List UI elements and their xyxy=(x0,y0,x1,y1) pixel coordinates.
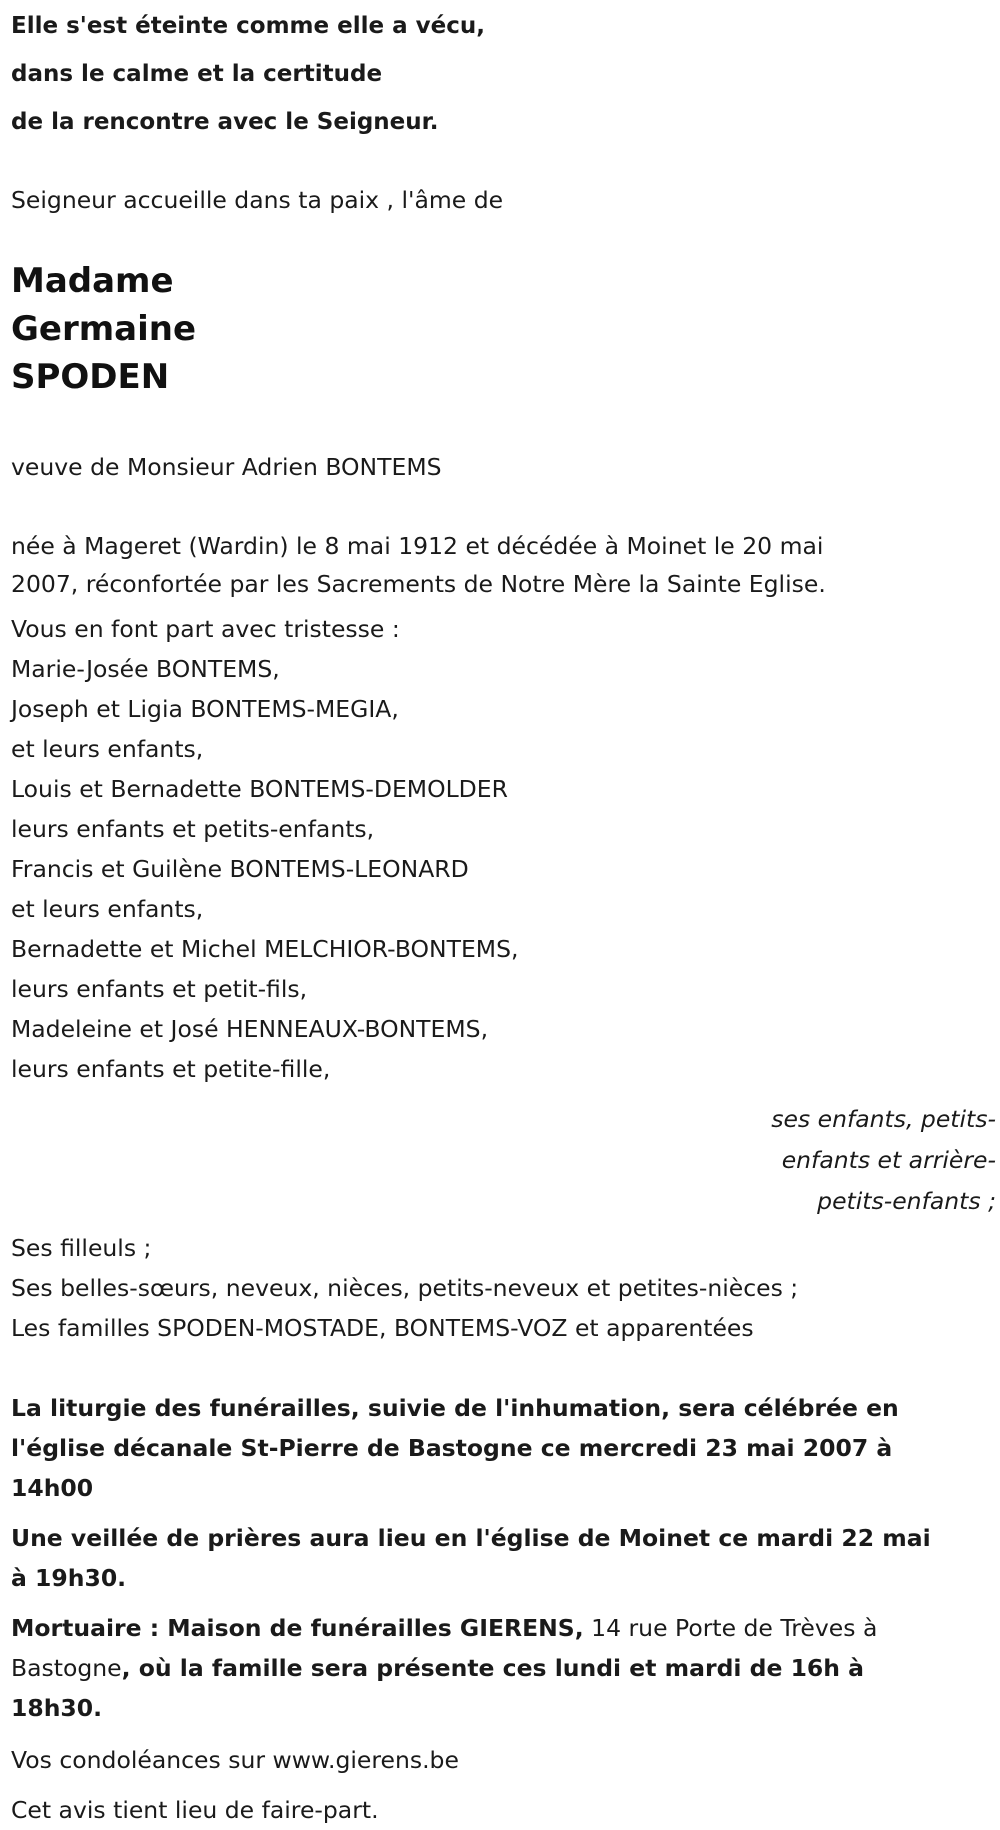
signature-line: ses enfants, petits- xyxy=(771,1105,996,1133)
family-line: Joseph et Ligia BONTEMS-MEGIA, xyxy=(11,695,399,723)
obituary-notice xyxy=(11,0,996,1830)
closing-line: Cet avis tient lieu de faire-part. xyxy=(11,1796,379,1824)
prayer-vigil xyxy=(11,1518,996,1598)
birth-death-info xyxy=(11,527,996,603)
intro-line: Seigneur accueille dans ta paix , l'âme de xyxy=(11,186,504,214)
mortuary-label: Mortuaire : Maison de funérailles GIERENS, xyxy=(11,1614,584,1642)
liturgy-line: l'église décanale St-Pierre de Bastogne ce mercredi 23 mai 2007 à xyxy=(11,1434,893,1462)
mortuary-line xyxy=(11,1608,996,1648)
family-line: et leurs enfants, xyxy=(11,895,204,923)
family-line: leurs enfants et petits-enfants, xyxy=(11,815,375,843)
relatives-line: Ses filleuls ; xyxy=(11,1234,152,1262)
family-line: Francis et Guilène BONTEMS-LEONARD xyxy=(11,855,469,883)
funeral-liturgy xyxy=(11,1388,996,1508)
epigraph-line: dans le calme et la certitude xyxy=(11,61,383,87)
intro-text xyxy=(11,180,996,220)
widow-of xyxy=(11,447,996,487)
family-announcement xyxy=(11,609,996,1089)
family-line: leurs enfants et petite-fille, xyxy=(11,1055,331,1083)
relatives-line: Ses belles-sœurs, neveux, nièces, petits-neveux et petites-nièces ; xyxy=(11,1274,799,1302)
birth-line: 2007, réconfortée par les Sacrements de Notre Mère la Sainte Eglise. xyxy=(11,570,826,598)
family-line: et leurs enfants, xyxy=(11,735,204,763)
family-line: Marie-Josée BONTEMS, xyxy=(11,655,280,683)
relatives-line: Les familles SPODEN-MOSTADE, BONTEMS-VOZ et apparentées xyxy=(11,1314,754,1342)
liturgy-line: 14h00 xyxy=(11,1474,94,1502)
condolences-line: Vos condoléances sur www.gierens.be xyxy=(11,1746,459,1774)
mortuary-presence: , où la famille sera présente ces lundi et mardi de 16h à xyxy=(121,1654,865,1682)
name-last: SPODEN xyxy=(11,357,170,397)
vigil-line: Une veillée de prières aura lieu en l'église de Moinet ce mardi 22 mai xyxy=(11,1524,931,1552)
epigraph-line: de la rencontre avec le Seigneur. xyxy=(11,109,439,135)
family-line: Bernadette et Michel MELCHIOR-BONTEMS, xyxy=(11,935,519,963)
vigil-line: à 19h30. xyxy=(11,1564,127,1592)
deceased-name xyxy=(11,257,996,401)
family-signature xyxy=(11,1099,996,1222)
signature-line: petits-enfants ; xyxy=(817,1187,996,1215)
family-line: leurs enfants et petit-fils, xyxy=(11,975,308,1003)
condolences xyxy=(11,1740,996,1780)
family-line: Vous en font part avec tristesse : xyxy=(11,615,400,643)
liturgy-line: La liturgie des funérailles, suivie de l'inhumation, sera célébrée en xyxy=(11,1394,899,1422)
epigraph xyxy=(11,2,996,146)
epigraph-line: Elle s'est éteinte comme elle a vécu, xyxy=(11,13,485,39)
closing-note xyxy=(11,1790,996,1830)
family-line: Madeleine et José HENNEAUX-BONTEMS, xyxy=(11,1015,489,1043)
family-line: Louis et Bernadette BONTEMS-DEMOLDER xyxy=(11,775,508,803)
mortuary-line: 18h30. xyxy=(11,1694,103,1722)
name-first: Germaine xyxy=(11,309,197,349)
name-title: Madame xyxy=(11,261,174,301)
birth-line: née à Mageret (Wardin) le 8 mai 1912 et décédée à Moinet le 20 mai xyxy=(11,532,824,560)
signature-line: enfants et arrière- xyxy=(781,1146,996,1174)
mortuary-line xyxy=(11,1648,996,1688)
mortuary-city: Bastogne xyxy=(11,1654,122,1682)
mortuary-address: 14 rue Porte de Trèves à xyxy=(583,1614,878,1642)
mortuary-info xyxy=(11,1608,996,1728)
widow-line: veuve de Monsieur Adrien BONTEMS xyxy=(11,453,442,481)
other-relatives xyxy=(11,1228,996,1348)
